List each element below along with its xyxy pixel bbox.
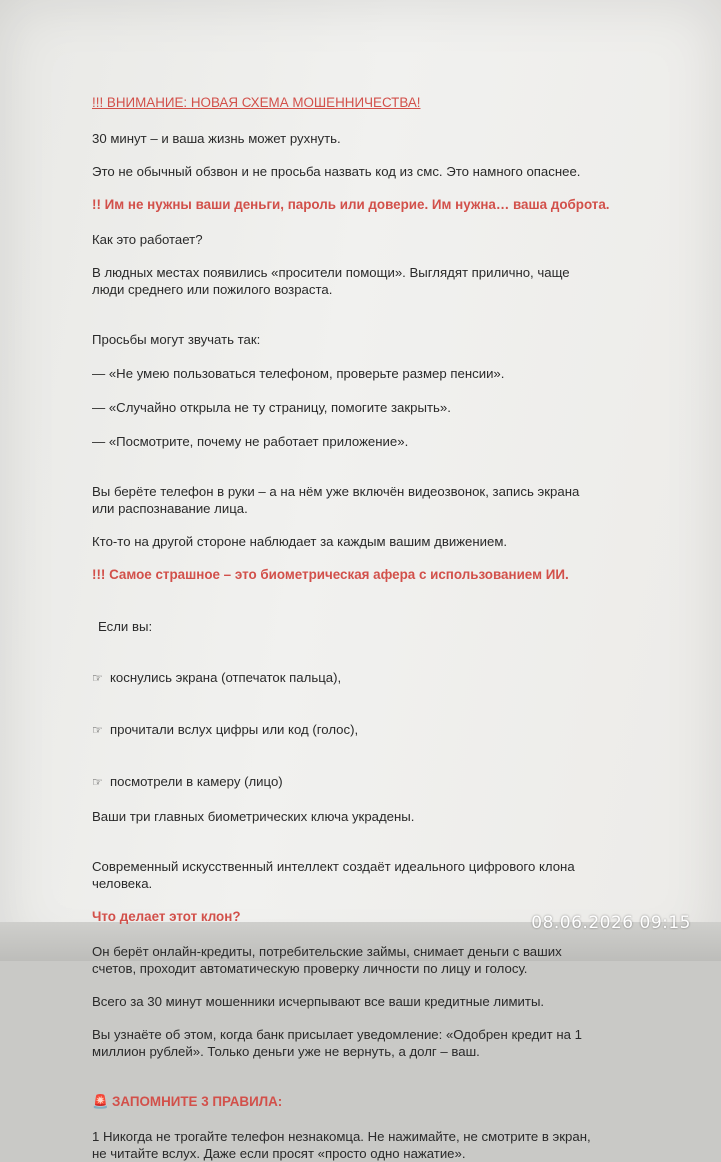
- if-item: [92, 704, 682, 739]
- thirty-minutes-paragraph: Всего за 30 минут мошенники исчерпывают все ваши кредитные лимиты.: [92, 994, 545, 1009]
- clone-paragraph: Он берёт онлайн-кредиты, потребительские займы, снимает деньги с ваших счетов, проходит автоматическую проверку личности по лицу и голосу.: [92, 944, 562, 976]
- biometric-heading: !!! Самое страшное – это биометрическая афера с использованием ИИ.: [92, 567, 569, 582]
- clone-heading: Что делает этот клон?: [92, 909, 241, 924]
- if-item-text: посмотрели в камеру (лицо): [110, 774, 283, 789]
- pointing-hand-icon: ☞: [92, 671, 103, 685]
- ai-clone-paragraph: Современный искусственный интеллект создаёт идеального цифрового клона человека.: [92, 859, 575, 891]
- warning-heading: !!! ВНИМАНИЕ: НОВАЯ СХЕМА МОШЕННИЧЕСТВА!: [92, 95, 421, 110]
- how-it-works: Как это работает?: [92, 232, 203, 247]
- keys-stolen: Ваши три главных биометрических ключа украдены.: [92, 809, 415, 824]
- if-item: [92, 756, 682, 791]
- if-item: [92, 652, 682, 687]
- alarm-bell-icon: 🚨: [92, 1094, 109, 1109]
- rules-heading: ЗАПОМНИТЕ 3 ПРАВИЛА:: [112, 1094, 283, 1109]
- rules-heading-row: [92, 1076, 682, 1110]
- if-you-block: [92, 601, 682, 842]
- requests-intro: Просьбы могут звучать так:: [92, 332, 261, 347]
- request-item: — «Не умею пользоваться телефоном, проверьте размер пенсии».: [92, 366, 505, 381]
- phone-paragraph: Вы берёте телефон в руки – а на нём уже включён видеозвонок, запись экрана или распознавание лица.: [92, 484, 580, 516]
- intro-line-2: Это не обычный обзвон и не просьба назвать код из смс. Это намного опаснее.: [92, 164, 581, 179]
- if-you-intro: Если вы:: [98, 619, 153, 634]
- if-item-text: коснулись экрана (отпечаток пальца),: [110, 670, 342, 685]
- request-item: — «Случайно открыла не ту страницу, помогите закрыть».: [92, 400, 451, 415]
- document-body: [92, 94, 682, 1162]
- bank-paragraph: Вы узнаёте об этом, когда банк присылает уведомление: «Одобрен кредит на 1 миллион рублей». Только деньги уже не вернуть, а долг – ваш.: [92, 1027, 582, 1059]
- request-item: — «Посмотрите, почему не работает приложение».: [92, 434, 409, 449]
- requests-block: [92, 314, 682, 467]
- camera-timestamp: 08.06.2026 09:15: [531, 913, 691, 933]
- pointing-hand-icon: ☞: [92, 775, 103, 789]
- if-item-text: прочитали вслух цифры или код (голос),: [110, 722, 359, 737]
- intro-line-1: 30 минут – и ваша жизнь может рухнуть.: [92, 131, 341, 146]
- watching-paragraph: Кто-то на другой стороне наблюдает за каждым вашим движением.: [92, 534, 508, 549]
- kindness-heading: !! Им не нужны ваши деньги, пароль или доверие. Им нужна… ваша доброта.: [92, 197, 610, 212]
- rule-1: 1 Никогда не трогайте телефон незнакомца. Не нажимайте, не смотрите в экран, не читайте вслух. Даже если просят «просто одно нажатие».: [92, 1129, 591, 1161]
- helpers-paragraph: В людных местах появились «просители помощи». Выглядят прилично, чаще люди среднего или пожилого возраста.: [92, 265, 570, 297]
- pointing-hand-icon: ☞: [92, 723, 103, 737]
